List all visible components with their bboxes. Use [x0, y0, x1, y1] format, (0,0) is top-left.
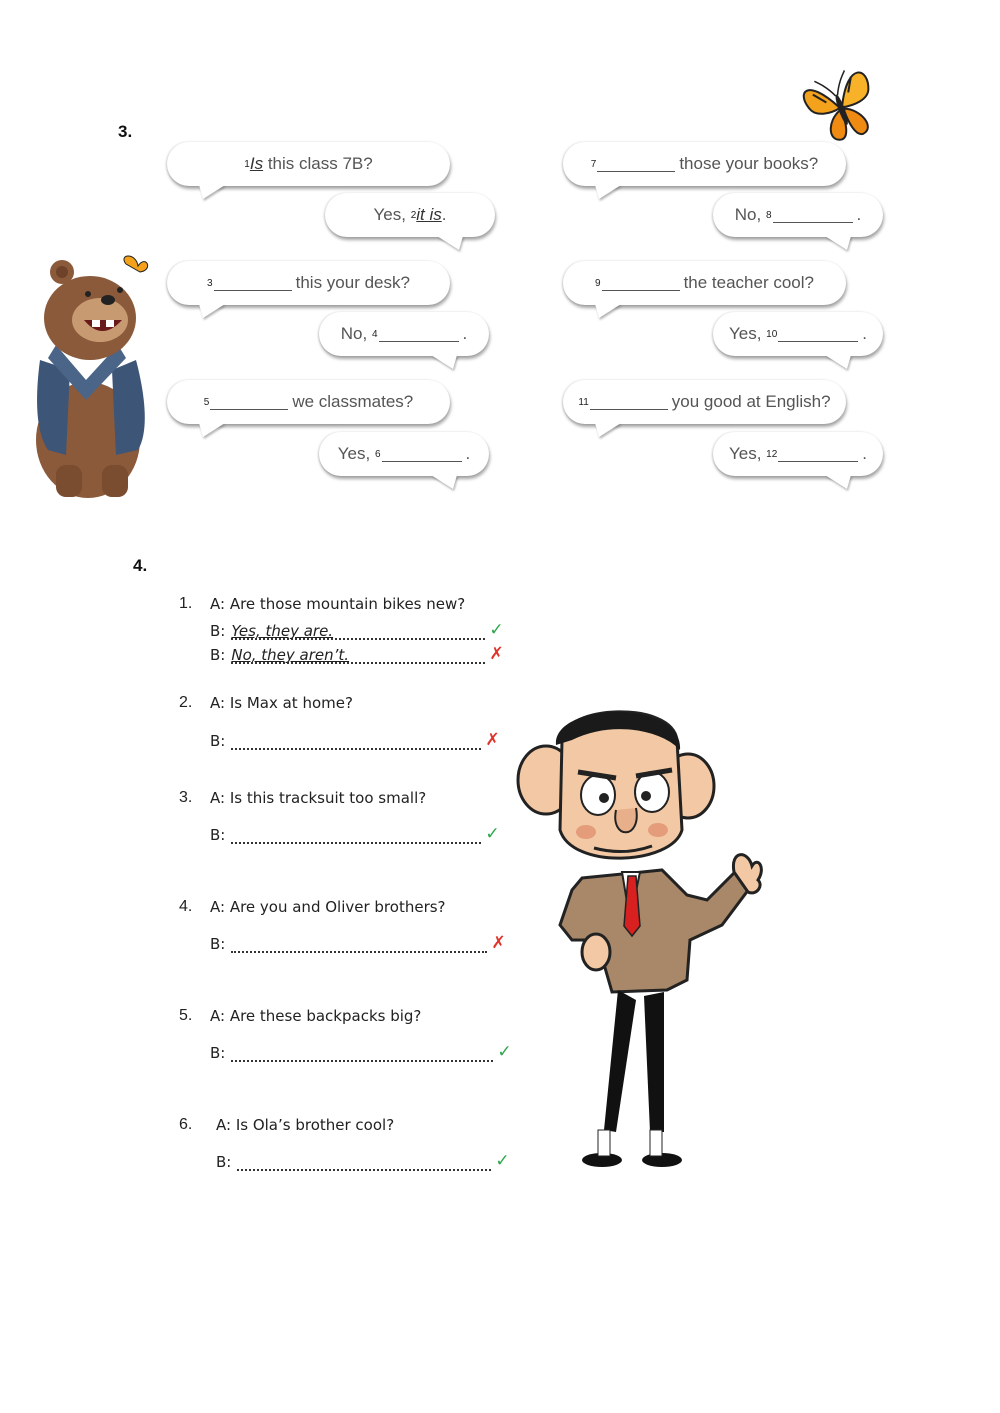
bubble-10-suffix: . [862, 324, 868, 343]
bubble-5-tail [199, 423, 225, 437]
bubble-9-blank[interactable] [602, 276, 680, 291]
bubble-12 [713, 432, 883, 476]
item-6-answer-line [216, 1151, 510, 1171]
cross-mark-icon: ✗ [491, 933, 506, 953]
item-6-question: A: Is Ola’s brother cool? [216, 1116, 395, 1134]
bubble-11-text: you good at English? [671, 392, 831, 411]
item-3-answer-line [210, 824, 500, 844]
bubble-12-tail [825, 475, 851, 489]
check-mark-icon: ✓ [489, 620, 504, 640]
bubble-2 [325, 193, 495, 237]
mr-bean-cartoon-image [512, 700, 764, 1175]
bubble-4-suffix: . [462, 324, 468, 343]
bubble-11-sup: 11 [578, 396, 589, 408]
bubble-12-blank[interactable] [778, 447, 858, 462]
bubble-4-prefix: No, [340, 324, 372, 343]
item-1-question: A: Are those mountain bikes new? [210, 595, 466, 613]
bubble-8-prefix: No, [734, 205, 766, 224]
bubble-9 [563, 261, 846, 305]
item-5-answer-field[interactable] [231, 1046, 493, 1062]
item-3-number: 3. [179, 789, 193, 806]
item-2-answer-line [210, 730, 500, 750]
item-3-question: A: Is this tracksuit too small? [210, 789, 427, 807]
bubble-6-sup: 6 [374, 448, 381, 460]
bear-cartoon-image [26, 250, 160, 502]
check-mark-icon: ✓ [495, 1151, 510, 1171]
bubble-6-suffix: . [465, 444, 471, 463]
bubble-10-tail [825, 355, 851, 369]
bubble-11 [563, 380, 846, 424]
cross-mark-icon: ✗ [485, 730, 500, 750]
bubble-6-prefix: Yes, [337, 444, 375, 463]
bubble-10 [713, 312, 883, 356]
butterfly-image [798, 58, 882, 152]
item-3-b-label: B: [210, 826, 226, 844]
bubble-8-tail [825, 236, 851, 250]
bubble-4-blank[interactable] [379, 327, 459, 342]
item-2-b-label: B: [210, 732, 226, 750]
item-1-answer-no: No, they aren’t. [231, 646, 350, 664]
bubble-6-blank[interactable] [382, 447, 462, 462]
item-1-b-label-no: B: [210, 646, 226, 664]
bubble-8-blank[interactable] [773, 208, 853, 223]
bubble-1-answer: Is [249, 154, 264, 173]
bubble-10-sup: 10 [766, 328, 778, 340]
item-1-answer-yes-line [210, 620, 504, 640]
item-2-number: 2. [179, 694, 193, 711]
bubble-3-blank[interactable] [214, 276, 292, 291]
bubble-7-text: those your books? [679, 154, 819, 173]
bubble-2-answer: it is [416, 205, 442, 224]
item-4-number: 4. [179, 898, 193, 915]
bubble-5 [167, 380, 450, 424]
bubble-10-prefix: Yes, [728, 324, 767, 343]
bubble-2-tail [437, 236, 463, 250]
bubble-7-blank[interactable] [597, 157, 675, 172]
item-4-b-label: B: [210, 935, 226, 953]
bubble-7 [563, 142, 846, 186]
bubble-9-text: the teacher cool? [683, 273, 814, 292]
bubble-1-sup: 1 [244, 158, 250, 170]
item-4-answer-line [210, 933, 506, 953]
bubble-5-blank[interactable] [210, 395, 288, 410]
bubble-7-tail [595, 185, 621, 199]
item-5-answer-line [210, 1042, 512, 1062]
item-1-answer-yes: Yes, they are. [231, 622, 334, 640]
bubble-8-sup: 8 [765, 209, 772, 221]
bubble-12-prefix: Yes, [728, 444, 767, 463]
item-2-answer-field[interactable] [231, 734, 481, 750]
item-6-answer-field[interactable] [237, 1155, 491, 1171]
bubble-4 [319, 312, 489, 356]
item-5-number: 5. [179, 1007, 193, 1024]
bubble-3-text: this your desk? [295, 273, 410, 292]
bubble-12-suffix: . [862, 444, 868, 463]
item-3-answer-field[interactable] [231, 828, 481, 844]
item-6-b-label: B: [216, 1153, 232, 1171]
check-mark-icon: ✓ [497, 1042, 512, 1062]
bubble-4-sup: 4 [371, 328, 378, 340]
bubble-12-sup: 12 [766, 448, 778, 460]
bubble-1-text: this class 7B? [263, 154, 373, 173]
bubble-8-suffix: . [856, 205, 862, 224]
item-4-question: A: Are you and Oliver brothers? [210, 898, 446, 916]
bubble-2-suffix: . [441, 205, 447, 224]
item-1-answer-no-line [210, 644, 504, 664]
bubble-2-sup: 2 [410, 209, 417, 221]
item-1-answer-yes-field[interactable] [231, 624, 485, 640]
bubble-3-tail [199, 304, 225, 318]
bubble-9-sup: 9 [595, 277, 601, 289]
bubble-3 [167, 261, 450, 305]
cross-mark-icon: ✗ [489, 644, 504, 664]
item-6-number: 6. [179, 1116, 193, 1133]
bubble-2-prefix: Yes, [373, 205, 411, 224]
bubble-4-tail [431, 355, 457, 369]
item-1-number: 1. [179, 595, 193, 612]
item-4-answer-field[interactable] [231, 937, 487, 953]
item-2-question: A: Is Max at home? [210, 694, 353, 712]
bubble-10-blank[interactable] [778, 327, 858, 342]
bubble-6-tail [431, 475, 457, 489]
bubble-5-text: we classmates? [292, 392, 414, 411]
bubble-1 [167, 142, 450, 186]
check-mark-icon: ✓ [485, 824, 500, 844]
bubble-11-blank[interactable] [590, 395, 668, 410]
bubble-11-tail [595, 423, 621, 437]
bubble-3-sup: 3 [207, 277, 213, 289]
item-1-answer-no-field[interactable] [231, 648, 485, 664]
bubble-6 [319, 432, 489, 476]
exercise-4-number: 4. [133, 556, 148, 575]
bubble-5-sup: 5 [203, 396, 210, 408]
item-1-b-label-yes: B: [210, 622, 226, 640]
item-5-b-label: B: [210, 1044, 226, 1062]
bubble-9-tail [595, 304, 621, 318]
item-5-question: A: Are these backpacks big? [210, 1007, 422, 1025]
bubble-1-tail [199, 185, 225, 199]
bubble-8 [713, 193, 883, 237]
bubble-7-sup: 7 [590, 158, 597, 170]
exercise-3-number: 3. [118, 122, 133, 141]
